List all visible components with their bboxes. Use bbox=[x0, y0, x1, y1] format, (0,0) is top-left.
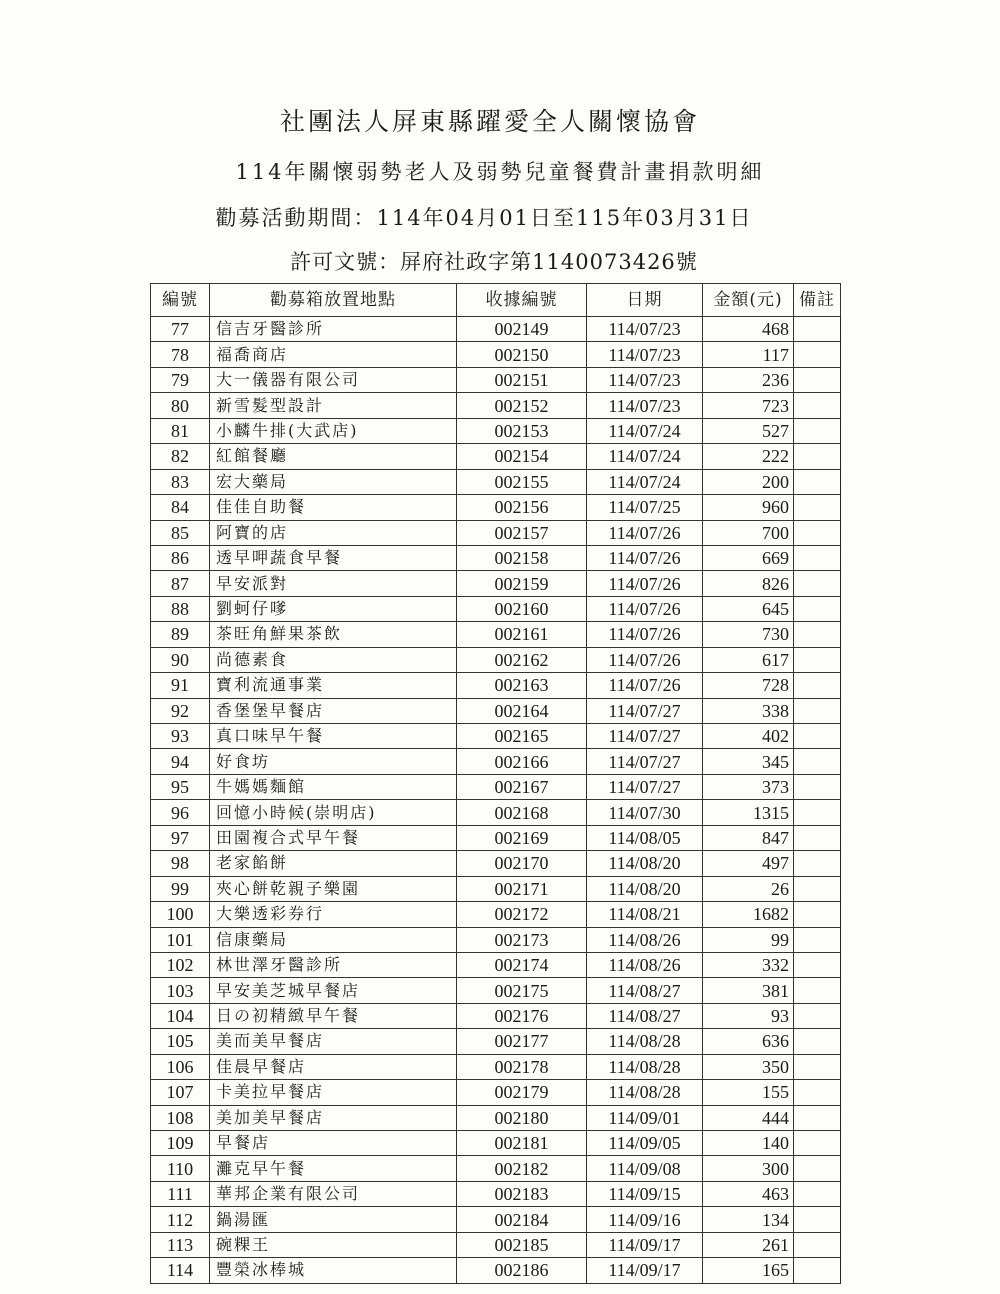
table-row bbox=[151, 1258, 841, 1283]
row-receipt: 002185 bbox=[457, 1232, 587, 1257]
column-header-receipt: 收據編號 bbox=[457, 284, 587, 317]
row-note bbox=[794, 774, 841, 799]
row-amount: 26 bbox=[703, 876, 794, 901]
table-row bbox=[151, 342, 841, 367]
row-date: 114/07/23 bbox=[587, 393, 703, 418]
row-receipt: 002179 bbox=[457, 1080, 587, 1105]
row-location: 信吉牙醫診所 bbox=[210, 317, 457, 342]
table-row bbox=[151, 952, 841, 977]
table-row bbox=[151, 571, 841, 596]
row-receipt: 002171 bbox=[457, 876, 587, 901]
row-number: 108 bbox=[151, 1105, 210, 1130]
row-note bbox=[794, 444, 841, 469]
table-row bbox=[151, 317, 841, 342]
row-note bbox=[794, 851, 841, 876]
row-number: 89 bbox=[151, 622, 210, 647]
row-receipt: 002152 bbox=[457, 393, 587, 418]
row-receipt: 002182 bbox=[457, 1156, 587, 1181]
table-row bbox=[151, 1003, 841, 1028]
row-date: 114/07/26 bbox=[587, 545, 703, 570]
row-note bbox=[794, 342, 841, 367]
row-date: 114/07/26 bbox=[587, 647, 703, 672]
row-amount: 444 bbox=[703, 1105, 794, 1130]
row-note bbox=[794, 1105, 841, 1130]
row-number: 114 bbox=[151, 1258, 210, 1283]
row-location: 香堡堡早餐店 bbox=[210, 698, 457, 723]
row-number: 102 bbox=[151, 952, 210, 977]
row-receipt: 002177 bbox=[457, 1029, 587, 1054]
column-header-location: 勸募箱放置地點 bbox=[210, 284, 457, 317]
table-row bbox=[151, 596, 841, 621]
organization-title: 社團法人屏東縣躍愛全人關懷協會 bbox=[279, 107, 700, 136]
row-location: 夾心餅乾親子樂園 bbox=[210, 876, 457, 901]
table-row bbox=[151, 622, 841, 647]
row-receipt: 002159 bbox=[457, 571, 587, 596]
row-number: 77 bbox=[151, 317, 210, 342]
row-location: 早餐店 bbox=[210, 1131, 457, 1156]
row-location: 豐榮冰棒城 bbox=[210, 1258, 457, 1283]
row-receipt: 002174 bbox=[457, 952, 587, 977]
table-row bbox=[151, 749, 841, 774]
row-receipt: 002161 bbox=[457, 622, 587, 647]
row-number: 87 bbox=[151, 571, 210, 596]
row-receipt: 002160 bbox=[457, 596, 587, 621]
row-location: 美而美早餐店 bbox=[210, 1029, 457, 1054]
row-receipt: 002154 bbox=[457, 444, 587, 469]
row-amount: 381 bbox=[703, 978, 794, 1003]
row-receipt: 002162 bbox=[457, 647, 587, 672]
row-amount: 497 bbox=[703, 851, 794, 876]
row-date: 114/09/17 bbox=[587, 1232, 703, 1257]
row-number: 104 bbox=[151, 1003, 210, 1028]
row-location: 牛媽媽麵館 bbox=[210, 774, 457, 799]
row-receipt: 002156 bbox=[457, 495, 587, 520]
row-location: 田園複合式早午餐 bbox=[210, 825, 457, 850]
row-number: 100 bbox=[151, 902, 210, 927]
table-row bbox=[151, 724, 841, 749]
row-receipt: 002168 bbox=[457, 800, 587, 825]
row-amount: 200 bbox=[703, 469, 794, 494]
row-amount: 723 bbox=[703, 393, 794, 418]
row-location: 阿寶的店 bbox=[210, 520, 457, 545]
row-number: 90 bbox=[151, 647, 210, 672]
row-amount: 730 bbox=[703, 622, 794, 647]
row-location: 宏大藥局 bbox=[210, 469, 457, 494]
table-row bbox=[151, 647, 841, 672]
row-number: 82 bbox=[151, 444, 210, 469]
row-date: 114/08/20 bbox=[587, 851, 703, 876]
row-note bbox=[794, 1156, 841, 1181]
row-amount: 728 bbox=[703, 673, 794, 698]
row-amount: 373 bbox=[703, 774, 794, 799]
row-receipt: 002172 bbox=[457, 902, 587, 927]
table-row bbox=[151, 927, 841, 952]
row-note bbox=[794, 1131, 841, 1156]
row-number: 92 bbox=[151, 698, 210, 723]
row-date: 114/07/26 bbox=[587, 622, 703, 647]
row-location: 日の初精緻早午餐 bbox=[210, 1003, 457, 1028]
row-date: 114/07/30 bbox=[587, 800, 703, 825]
row-date: 114/08/27 bbox=[587, 1003, 703, 1028]
table-row bbox=[151, 1181, 841, 1206]
row-note bbox=[794, 800, 841, 825]
row-amount: 960 bbox=[703, 495, 794, 520]
column-header-amount: 金額(元) bbox=[703, 284, 794, 317]
row-date: 114/07/25 bbox=[587, 495, 703, 520]
row-note bbox=[794, 978, 841, 1003]
table-row bbox=[151, 673, 841, 698]
row-amount: 468 bbox=[703, 317, 794, 342]
row-number: 88 bbox=[151, 596, 210, 621]
table-row bbox=[151, 851, 841, 876]
table-row bbox=[151, 469, 841, 494]
row-amount: 222 bbox=[703, 444, 794, 469]
row-location: 灘克早午餐 bbox=[210, 1156, 457, 1181]
row-receipt: 002186 bbox=[457, 1258, 587, 1283]
row-amount: 645 bbox=[703, 596, 794, 621]
table-row bbox=[151, 978, 841, 1003]
row-note bbox=[794, 418, 841, 443]
row-location: 劉蚵仔嗲 bbox=[210, 596, 457, 621]
row-note bbox=[794, 673, 841, 698]
row-date: 114/07/26 bbox=[587, 596, 703, 621]
row-date: 114/07/27 bbox=[587, 724, 703, 749]
row-note bbox=[794, 825, 841, 850]
column-header-number: 編號 bbox=[151, 284, 210, 317]
row-receipt: 002184 bbox=[457, 1207, 587, 1232]
row-number: 97 bbox=[151, 825, 210, 850]
row-location: 鍋湯匯 bbox=[210, 1207, 457, 1232]
row-date: 114/07/27 bbox=[587, 774, 703, 799]
table-row bbox=[151, 367, 841, 392]
row-amount: 700 bbox=[703, 520, 794, 545]
row-amount: 826 bbox=[703, 571, 794, 596]
row-amount: 332 bbox=[703, 952, 794, 977]
row-receipt: 002157 bbox=[457, 520, 587, 545]
table-row bbox=[151, 495, 841, 520]
row-number: 111 bbox=[151, 1181, 210, 1206]
column-header-note: 備註 bbox=[794, 284, 841, 317]
row-amount: 338 bbox=[703, 698, 794, 723]
row-receipt: 002164 bbox=[457, 698, 587, 723]
row-location: 回憶小時候(崇明店) bbox=[210, 800, 457, 825]
row-amount: 1682 bbox=[703, 902, 794, 927]
row-date: 114/08/26 bbox=[587, 952, 703, 977]
row-date: 114/07/23 bbox=[587, 367, 703, 392]
table-row bbox=[151, 1207, 841, 1232]
row-receipt: 002169 bbox=[457, 825, 587, 850]
row-date: 114/07/24 bbox=[587, 444, 703, 469]
row-receipt: 002149 bbox=[457, 317, 587, 342]
row-date: 114/08/26 bbox=[587, 927, 703, 952]
row-number: 106 bbox=[151, 1054, 210, 1079]
row-amount: 261 bbox=[703, 1232, 794, 1257]
row-note bbox=[794, 469, 841, 494]
row-location: 新雪髮型設計 bbox=[210, 393, 457, 418]
table-row bbox=[151, 545, 841, 570]
row-date: 114/09/05 bbox=[587, 1131, 703, 1156]
row-amount: 463 bbox=[703, 1181, 794, 1206]
table-row bbox=[151, 444, 841, 469]
row-note bbox=[794, 724, 841, 749]
table-row bbox=[151, 1131, 841, 1156]
row-note bbox=[794, 1232, 841, 1257]
row-date: 114/07/26 bbox=[587, 673, 703, 698]
row-number: 86 bbox=[151, 545, 210, 570]
row-amount: 155 bbox=[703, 1080, 794, 1105]
row-note bbox=[794, 876, 841, 901]
row-location: 茶旺角鮮果茶飲 bbox=[210, 622, 457, 647]
plan-title: 114年關懷弱勢老人及弱勢兒童餐費計畫捐款明細 bbox=[235, 160, 765, 184]
row-location: 大樂透彩券行 bbox=[210, 902, 457, 927]
row-note bbox=[794, 952, 841, 977]
row-receipt: 002176 bbox=[457, 1003, 587, 1028]
row-amount: 345 bbox=[703, 749, 794, 774]
row-amount: 617 bbox=[703, 647, 794, 672]
row-location: 華邦企業有限公司 bbox=[210, 1181, 457, 1206]
row-receipt: 002167 bbox=[457, 774, 587, 799]
row-number: 95 bbox=[151, 774, 210, 799]
row-location: 卡美拉早餐店 bbox=[210, 1080, 457, 1105]
row-amount: 117 bbox=[703, 342, 794, 367]
row-date: 114/09/17 bbox=[587, 1258, 703, 1283]
row-note bbox=[794, 749, 841, 774]
row-note bbox=[794, 571, 841, 596]
row-number: 107 bbox=[151, 1080, 210, 1105]
table-row bbox=[151, 774, 841, 799]
row-number: 99 bbox=[151, 876, 210, 901]
row-receipt: 002165 bbox=[457, 724, 587, 749]
row-location: 透早呷蔬食早餐 bbox=[210, 545, 457, 570]
table-row bbox=[151, 1105, 841, 1130]
row-amount: 636 bbox=[703, 1029, 794, 1054]
table-row bbox=[151, 1156, 841, 1181]
table-row bbox=[151, 800, 841, 825]
row-number: 98 bbox=[151, 851, 210, 876]
row-note bbox=[794, 367, 841, 392]
row-note bbox=[794, 1181, 841, 1206]
table-body bbox=[151, 317, 841, 1284]
table-row bbox=[151, 1232, 841, 1257]
row-location: 信康藥局 bbox=[210, 927, 457, 952]
row-receipt: 002151 bbox=[457, 367, 587, 392]
row-amount: 1315 bbox=[703, 800, 794, 825]
row-date: 114/09/16 bbox=[587, 1207, 703, 1232]
row-note bbox=[794, 1258, 841, 1283]
row-date: 114/08/28 bbox=[587, 1080, 703, 1105]
row-number: 85 bbox=[151, 520, 210, 545]
row-location: 早安派對 bbox=[210, 571, 457, 596]
row-location: 佳晨早餐店 bbox=[210, 1054, 457, 1079]
row-amount: 847 bbox=[703, 825, 794, 850]
row-number: 93 bbox=[151, 724, 210, 749]
row-receipt: 002158 bbox=[457, 545, 587, 570]
row-note bbox=[794, 520, 841, 545]
row-amount: 300 bbox=[703, 1156, 794, 1181]
permit-number: 許可文號：屏府社政字第1140073426號 bbox=[290, 250, 698, 274]
table-row bbox=[151, 520, 841, 545]
row-date: 114/07/23 bbox=[587, 342, 703, 367]
row-note bbox=[794, 545, 841, 570]
row-amount: 165 bbox=[703, 1258, 794, 1283]
row-date: 114/08/05 bbox=[587, 825, 703, 850]
row-amount: 350 bbox=[703, 1054, 794, 1079]
campaign-period: 勸募活動期間：114年04月01日至115年03月31日 bbox=[215, 206, 753, 230]
row-amount: 527 bbox=[703, 418, 794, 443]
row-number: 94 bbox=[151, 749, 210, 774]
row-date: 114/07/27 bbox=[587, 749, 703, 774]
row-date: 114/07/26 bbox=[587, 571, 703, 596]
row-number: 84 bbox=[151, 495, 210, 520]
row-number: 110 bbox=[151, 1156, 210, 1181]
row-note bbox=[794, 698, 841, 723]
row-number: 105 bbox=[151, 1029, 210, 1054]
row-note bbox=[794, 1080, 841, 1105]
row-number: 81 bbox=[151, 418, 210, 443]
row-date: 114/07/24 bbox=[587, 418, 703, 443]
row-receipt: 002153 bbox=[457, 418, 587, 443]
row-location: 老家餡餅 bbox=[210, 851, 457, 876]
row-note bbox=[794, 902, 841, 927]
row-note bbox=[794, 622, 841, 647]
row-receipt: 002178 bbox=[457, 1054, 587, 1079]
row-number: 83 bbox=[151, 469, 210, 494]
table-row bbox=[151, 393, 841, 418]
row-receipt: 002173 bbox=[457, 927, 587, 952]
row-note bbox=[794, 495, 841, 520]
row-location: 小麟牛排(大武店) bbox=[210, 418, 457, 443]
row-note bbox=[794, 596, 841, 621]
row-location: 寶利流通事業 bbox=[210, 673, 457, 698]
row-number: 109 bbox=[151, 1131, 210, 1156]
row-date: 114/07/23 bbox=[587, 317, 703, 342]
row-receipt: 002181 bbox=[457, 1131, 587, 1156]
table-row bbox=[151, 1054, 841, 1079]
row-note bbox=[794, 1054, 841, 1079]
row-receipt: 002166 bbox=[457, 749, 587, 774]
row-location: 大一儀器有限公司 bbox=[210, 367, 457, 392]
row-location: 福喬商店 bbox=[210, 342, 457, 367]
row-receipt: 002150 bbox=[457, 342, 587, 367]
table-row bbox=[151, 1080, 841, 1105]
row-amount: 236 bbox=[703, 367, 794, 392]
row-receipt: 002180 bbox=[457, 1105, 587, 1130]
row-note bbox=[794, 317, 841, 342]
row-amount: 99 bbox=[703, 927, 794, 952]
row-number: 101 bbox=[151, 927, 210, 952]
row-note bbox=[794, 1207, 841, 1232]
row-date: 114/09/15 bbox=[587, 1181, 703, 1206]
row-location: 紅館餐廳 bbox=[210, 444, 457, 469]
row-location: 美加美早餐店 bbox=[210, 1105, 457, 1130]
row-date: 114/09/01 bbox=[587, 1105, 703, 1130]
row-receipt: 002155 bbox=[457, 469, 587, 494]
row-date: 114/07/27 bbox=[587, 698, 703, 723]
row-date: 114/07/24 bbox=[587, 469, 703, 494]
row-location: 碗粿王 bbox=[210, 1232, 457, 1257]
row-location: 林世澤牙醫診所 bbox=[210, 952, 457, 977]
row-date: 114/08/27 bbox=[587, 978, 703, 1003]
row-date: 114/08/20 bbox=[587, 876, 703, 901]
row-location: 好食坊 bbox=[210, 749, 457, 774]
row-number: 78 bbox=[151, 342, 210, 367]
row-date: 114/08/28 bbox=[587, 1029, 703, 1054]
table-header-row bbox=[151, 284, 841, 317]
row-location: 佳佳自助餐 bbox=[210, 495, 457, 520]
row-number: 112 bbox=[151, 1207, 210, 1232]
row-receipt: 002163 bbox=[457, 673, 587, 698]
table-row bbox=[151, 418, 841, 443]
table-row bbox=[151, 902, 841, 927]
row-date: 114/09/08 bbox=[587, 1156, 703, 1181]
row-receipt: 002170 bbox=[457, 851, 587, 876]
table-row bbox=[151, 698, 841, 723]
row-number: 91 bbox=[151, 673, 210, 698]
table-row bbox=[151, 825, 841, 850]
row-receipt: 002175 bbox=[457, 978, 587, 1003]
row-date: 114/07/26 bbox=[587, 520, 703, 545]
row-location: 早安美芝城早餐店 bbox=[210, 978, 457, 1003]
row-location: 尚德素食 bbox=[210, 647, 457, 672]
row-amount: 93 bbox=[703, 1003, 794, 1028]
column-header-date: 日期 bbox=[587, 284, 703, 317]
row-amount: 669 bbox=[703, 545, 794, 570]
row-number: 113 bbox=[151, 1232, 210, 1257]
row-location: 真口味早午餐 bbox=[210, 724, 457, 749]
row-note bbox=[794, 647, 841, 672]
row-note bbox=[794, 1029, 841, 1054]
row-number: 79 bbox=[151, 367, 210, 392]
row-amount: 402 bbox=[703, 724, 794, 749]
row-number: 103 bbox=[151, 978, 210, 1003]
row-amount: 134 bbox=[703, 1207, 794, 1232]
row-note bbox=[794, 393, 841, 418]
row-note bbox=[794, 1003, 841, 1028]
row-note bbox=[794, 927, 841, 952]
row-date: 114/08/21 bbox=[587, 902, 703, 927]
table-row bbox=[151, 1029, 841, 1054]
donation-table bbox=[150, 283, 841, 1284]
table-row bbox=[151, 876, 841, 901]
row-receipt: 002183 bbox=[457, 1181, 587, 1206]
row-amount: 140 bbox=[703, 1131, 794, 1156]
row-number: 96 bbox=[151, 800, 210, 825]
row-date: 114/08/28 bbox=[587, 1054, 703, 1079]
row-number: 80 bbox=[151, 393, 210, 418]
